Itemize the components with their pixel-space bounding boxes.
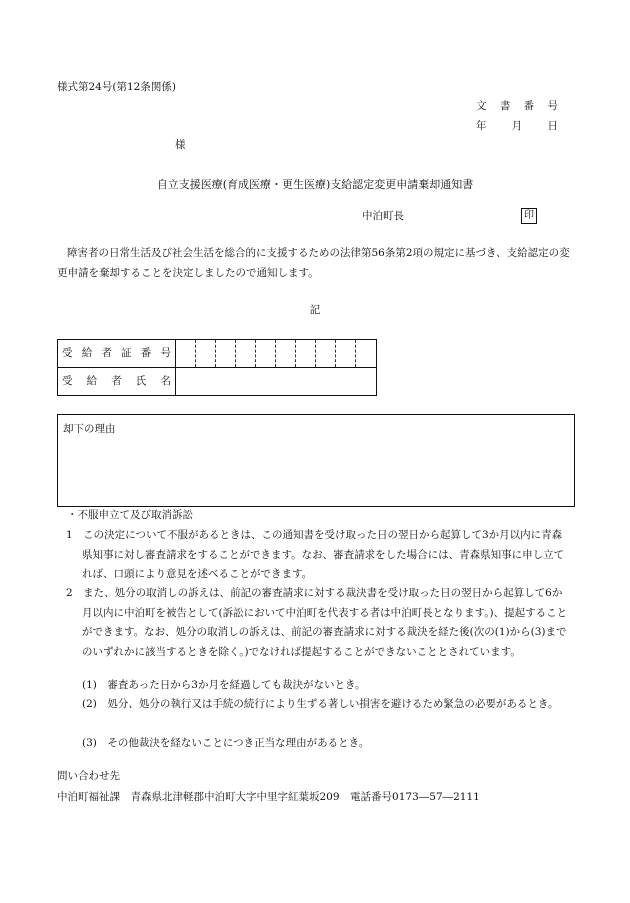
appeal-subitem-3: (3) その他裁決を経ないことにつき正当な理由があるとき。 <box>82 737 370 749</box>
digit-cell <box>256 340 276 367</box>
digit-cell <box>236 340 256 367</box>
recipient-number-digits <box>176 340 377 368</box>
digit-cell <box>316 340 336 367</box>
ki-heading: 記 <box>309 304 321 316</box>
form-number: 様式第24号(第12条関係) <box>57 81 176 93</box>
appeal-item-2-text: 2 また、処分の取消しの訴えは、前記の審査請求に対する裁決書を受け取った日の翌日から起算して6か月以内に中泊町を被告として(訴訟において中泊町を代表する者は中泊町長となります。)、提起することができます。なお、処分の取消しの訴えは、前記の審査請求に対する裁決を経た後(次の(1)から(3)までのいずれかに該当するときを除く。)でなければ提起することができないこととされています。 <box>66 587 568 658</box>
appeal-item-1-text: 1 この決定について不服があるときは、この通知書を受け取った日の翌日から起算して3か月以内に青森県知事に対し審査請求をすることができます。なお、審査請求をした場合には、青森県知事に申し立てれば、口頭により意見を述べることができます。 <box>66 529 565 580</box>
contact-label: 問い合わせ先 <box>57 770 120 782</box>
recipient-number-label-cell <box>58 340 176 368</box>
recipient-table <box>57 339 377 396</box>
appeal-item-2 <box>66 584 572 662</box>
digit-cell <box>176 340 196 367</box>
reason-box <box>57 414 575 507</box>
recipient-name-value <box>176 368 377 396</box>
digit-cell <box>356 340 376 367</box>
appeal-subitem-2-text: (2) 処分、処分の執行又は手続の続行により生ずる著しい損害を避けるため緊急の必要があるとき。 <box>82 698 559 710</box>
addressee-suffix: 様 <box>175 139 186 151</box>
date-label: 年 月 日 <box>476 120 558 132</box>
reason-label: 却下の理由 <box>63 423 116 435</box>
seal-box: 印 <box>521 208 537 224</box>
issuer-name: 中泊町長 <box>362 210 404 222</box>
appeal-subitem-1: (1) 審査あった日から3か月を経過しても裁決がないとき。 <box>82 679 366 691</box>
notice-body: 障害者の日常生活及び社会生活を総合的に支援するための法律第56条第2項の規定に基づき、支給認定の変更申請を棄却することを決定しましたので通知します。 <box>57 247 570 279</box>
digit-cell <box>276 340 296 367</box>
appeal-heading: ・不服申立て及び取消訴訟 <box>67 509 193 521</box>
document-title: 自立支援医療(育成医療・更生医療)支給認定変更申請棄却通知書 <box>156 178 474 191</box>
contact-line: 中泊町福祉課 青森県北津軽郡中泊町大字中里字紅葉坂209 電話番号0173―57―2111 <box>57 791 480 803</box>
recipient-name-label-cell <box>58 368 176 396</box>
appeal-item-1 <box>66 526 572 585</box>
recipient-number-row <box>58 340 377 368</box>
recipient-name-label: 受給者氏名 <box>62 375 171 388</box>
appeal-subitem-2 <box>82 695 572 715</box>
document-number-label: 文 書 番 号 <box>476 100 558 112</box>
digit-cell <box>336 340 356 367</box>
digit-cell <box>196 340 216 367</box>
digit-cell <box>216 340 236 367</box>
recipient-name-row <box>58 368 377 396</box>
digit-cell <box>296 340 316 367</box>
recipient-number-label: 受給者証番号 <box>62 347 171 360</box>
